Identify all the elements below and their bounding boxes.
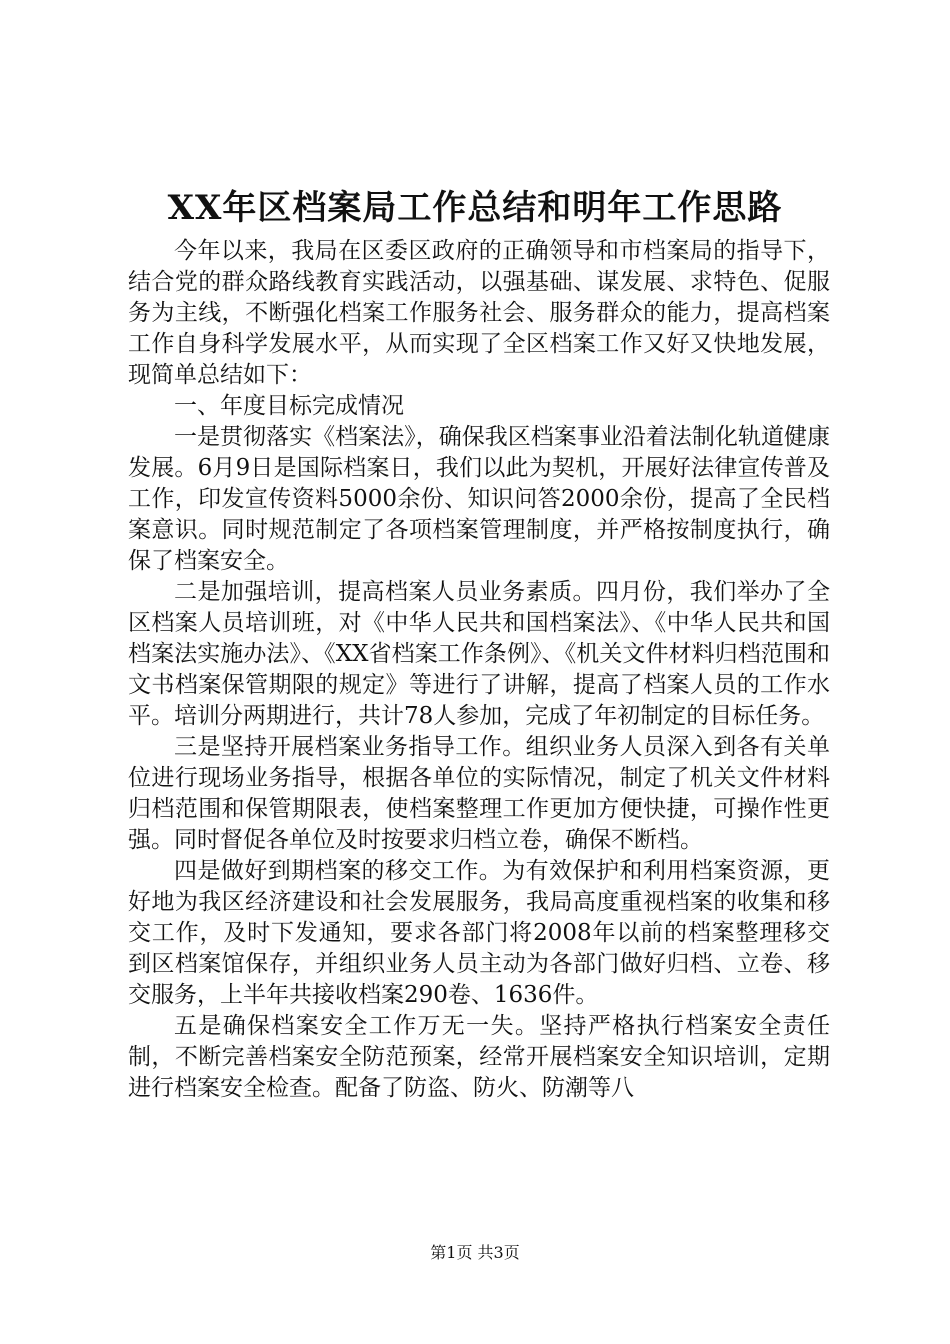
section-heading: 一、年度目标完成情况 [174,393,404,419]
paragraph-item-2: 二是加强培训，提高档案人员业务素质。四月份，我们举办了全区档案人员培训班，对《中华人民共和国档案法》、《中华人民共和国档案法实施办法》、《XX省档案工作条例》、《机关文件材料归档范围和文书档案保管期限的规定》等进行了讲解，提高了档案人员的工作水平。培训分两期进行，共计78人参加，完成了年初制定的目标任务。 [128,579,830,729]
paragraph-item-3: 三是坚持开展档案业务指导工作。组织业务人员深入到各有关单位进行现场业务指导，根据各单位的实际情况，制定了机关文件材料归档范围和保管期限表，使档案整理工作更加方便快捷，可操作性更强。同时督促各单位及时按要求归档立卷，确保不断档。 [128,734,830,853]
paragraph-item-1: 一是贯彻落实《档案法》，确保我区档案事业沿着法制化轨道健康发展。6月9日是国际档案日，我们以此为契机，开展好法律宣传普及工作，印发宣传资料5000余份、知识问答2000余份，提高了全民档案意识。同时规范制定了各项档案管理制度，并严格按制度执行，确保了档案安全。 [128,424,830,574]
document-body [128,236,830,1104]
intro-paragraph: 今年以来，我局在区委区政府的正确领导和市档案局的指导下，结合党的群众路线教育实践活动，以强基础、谋发展、求特色、促服务为主线，不断强化档案工作服务社会、服务群众的能力，提高档案工作自身科学发展水平，从而实现了全区档案工作又好又快地发展，现简单总结如下： [128,238,830,388]
paragraph-item-4: 四是做好到期档案的移交工作。为有效保护和利用档案资源，更好地为我区经济建设和社会发展服务，我局高度重视档案的收集和移交工作，及时下发通知，要求各部门将2008年以前的档案整理移交到区档案馆保存，并组织业务人员主动为各部门做好归档、立卷、移交服务，上半年共接收档案290卷、1636件。 [128,858,830,1008]
page-title: XX年区档案局工作总结和明年工作思路 [167,188,783,228]
paragraph-item-5: 五是确保档案安全工作万无一失。坚持严格执行档案安全责任制，不断完善档案安全防范预案，经常开展档案安全知识培训，定期进行档案安全检查。配备了防盗、防火、防潮等八 [128,1013,830,1101]
page-number: 第1页 共3页 [430,1243,520,1262]
